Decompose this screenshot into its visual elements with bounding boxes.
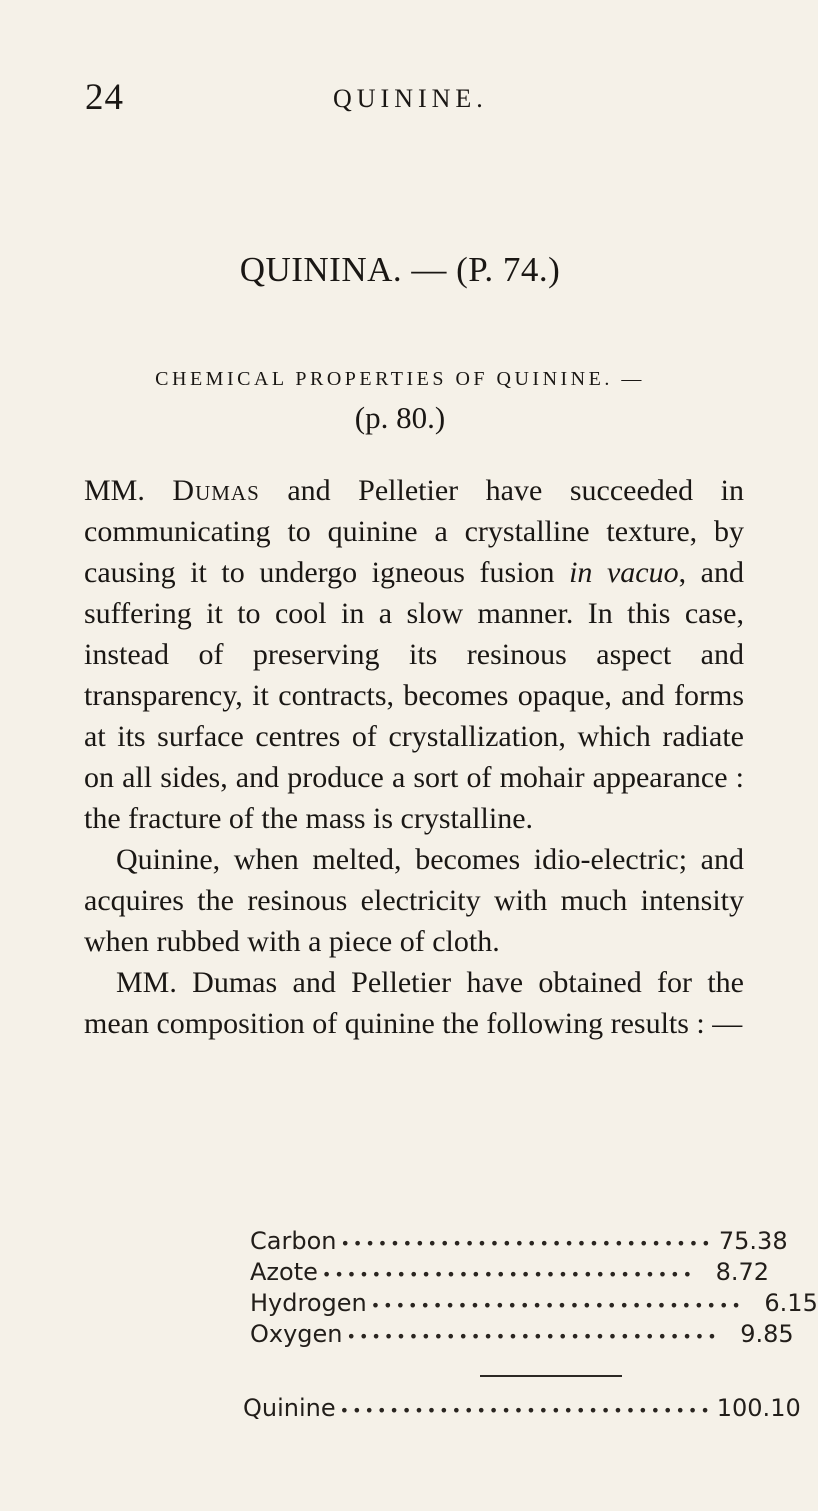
subsection-page-reference: (p. 80.): [354, 400, 446, 435]
element-value: 75.38: [718, 1227, 788, 1255]
subsection-title: CHEMICAL PROPERTIES OF QUININE. —: [155, 368, 645, 390]
dot-leader: ••••••••••••••••••••••••••••••: [339, 1401, 713, 1420]
body-text: [84, 470, 744, 1044]
total-name: Quinine: [243, 1394, 336, 1422]
author-name-dumas: Dumas: [172, 474, 260, 507]
composition-table: [243, 1227, 818, 1425]
element-name: Hydrogen: [250, 1289, 367, 1317]
total-value: 100.10: [716, 1394, 801, 1422]
dot-leader: ••••••••••••••••••••••••••••••: [321, 1265, 695, 1284]
dot-leader: ••••••••••••••••••••••••••••••: [346, 1327, 720, 1346]
element-name: Oxygen: [250, 1320, 343, 1348]
table-row: [250, 1320, 794, 1351]
running-head: [85, 78, 725, 128]
element-value: 6.15: [764, 1289, 818, 1317]
page-number: 24: [85, 77, 124, 118]
table-row: [250, 1258, 769, 1289]
dot-leader: ••••••••••••••••••••••••••••••: [340, 1234, 714, 1253]
element-value: 8.72: [715, 1258, 769, 1286]
table-row: [250, 1227, 788, 1258]
element-name: Carbon: [250, 1227, 337, 1255]
paragraph-fusion-text-a: and Pelletier have succeeded in communicating to quinine a crystalline texture, by causing it to undergo igneous fusion: [84, 474, 744, 589]
element-name: Azote: [250, 1258, 318, 1286]
paragraph-composition: MM. Dumas and Pelletier have obtained for the mean composition of quinine the following results : —: [84, 966, 744, 1040]
table-row: [250, 1289, 818, 1320]
sum-rule: [480, 1375, 622, 1381]
running-title: QUININE.: [333, 84, 488, 113]
dot-leader: ••••••••••••••••••••••••••••••: [370, 1296, 744, 1315]
latin-phrase: in vacuo: [569, 556, 679, 589]
element-value: 9.85: [740, 1320, 794, 1348]
paragraph-electricity: Quinine, when melted, becomes idio-electric; and acquires the resinous electricity with much intensity when rubbed with a piece of cloth.: [84, 843, 744, 958]
paragraph-fusion-text-b: , and suffering it to cool in a slow manner. In this case, instead of preserving its resinous aspect and transparency, it contracts, becomes opaque, and forms at its surface centres of crystallization, which radiate on all sides, and produce a sort of mohair appearance : the fracture of the mass is crystalline.: [84, 556, 744, 835]
total-row: [243, 1394, 801, 1425]
section-title: QUININA. — (P. 74.): [239, 250, 561, 289]
paragraph-fusion-prefix: MM.: [84, 474, 173, 507]
paragraph-fusion: [84, 470, 744, 839]
